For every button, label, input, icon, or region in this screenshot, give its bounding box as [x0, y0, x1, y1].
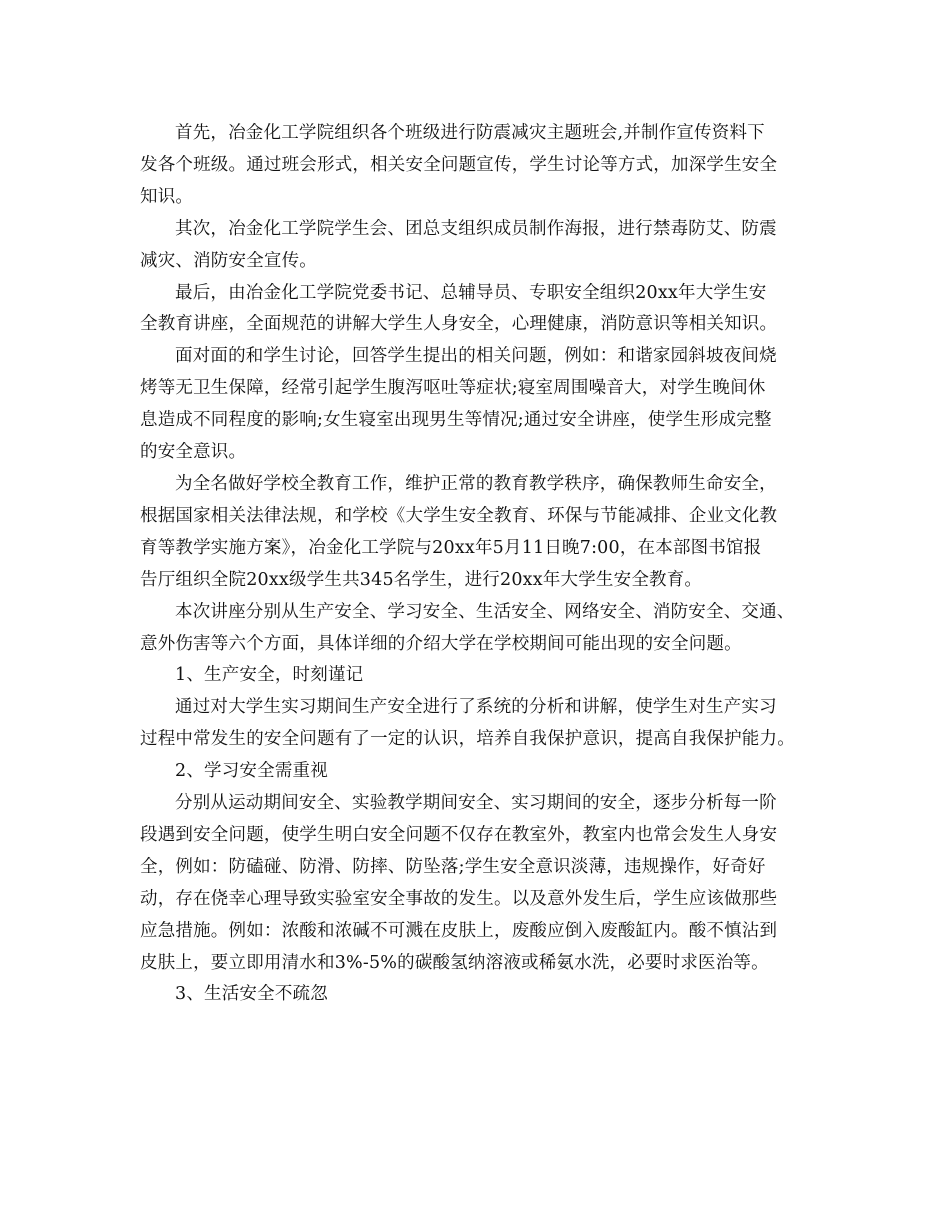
- text-line: 分别从运动期间安全、实验教学期间安全、实习期间的安全，逐步分析每一阶: [175, 793, 777, 814]
- paragraph: [140, 214, 830, 278]
- text-line: 其次，冶金化工学院学生会、团总支组织成员制作海报，进行禁毒防艾、防震: [175, 218, 777, 239]
- text-line: 首先，冶金化工学院组织各个班级进行防震减灾主题班会,并制作宣传资料下: [175, 123, 765, 143]
- text-line: 面对面的和学生讨论，回答学生提出的相关问题，例如：和谐家园斜坡夜间烧: [175, 346, 777, 367]
- text-line: 段遇到安全问题，使学生明白安全问题不仅存在教室外，教室内也常会发生人身安: [140, 824, 778, 845]
- text-line: 皮肤上，要立即用清水和3%-5%的碳酸氢纳溶液或稀氨水洗，必要时求医治等。: [140, 952, 769, 973]
- paragraph: [140, 788, 830, 979]
- text-line: 育等教学实施方案》，冶金化工学院与20xx年5月11日晚7:00，在本部图书馆报: [140, 537, 762, 558]
- text-line: 本次讲座分别从生产安全、学习安全、生活安全、网络安全、消防安全、交通、: [175, 601, 795, 622]
- text-line: 的安全意识。: [140, 442, 247, 463]
- text-line: 根据国家相关法律法规，和学校《大学生安全教育、环保与节能减排、企业文化教: [140, 505, 778, 526]
- text-line: 减灾、消防安全宣传。: [140, 250, 317, 271]
- section-heading-text: 1、生产安全，时刻谨记: [175, 665, 364, 686]
- text-line: 全教育讲座，全面规范的讲解大学生人身安全，心理健康，消防意识等相关知识。: [140, 314, 778, 335]
- text-line: 告厅组织全院20xx级学生共345名学生，进行20xx年大学生安全教育。: [140, 569, 703, 590]
- section-heading-text: 3、生活安全不疏忽: [175, 984, 328, 1005]
- document-body: [140, 118, 830, 1011]
- text-line: 过程中常发生的安全问题有了一定的认识，培养自我保护意识，提高自我保护能力。: [140, 729, 795, 750]
- paragraph: [140, 469, 830, 597]
- paragraph: [140, 278, 830, 342]
- text-line: 烤等无卫生保障，经常引起学生腹泻呕吐等症状;寝室周围噪音大，对学生晚间休: [140, 378, 766, 399]
- text-line: 全，例如：防磕碰、防滑、防摔、防坠落;学生安全意识淡薄，违规操作，好奇好: [140, 856, 766, 877]
- text-line: 最后，由冶金化工学院党委书记、总辅导员、专职安全组织20xx年大学生安: [175, 282, 767, 303]
- text-line: 知识。: [140, 186, 194, 207]
- text-line: 意外伤害等六个方面，具体详细的介绍大学在学校期间可能出现的安全问题。: [140, 633, 742, 654]
- section-heading: [140, 979, 830, 1011]
- text-line: 发各个班级。通过班会形式，相关安全问题宣传，学生讨论等方式，加深学生安全: [140, 154, 778, 175]
- text-line: 息造成不同程度的影响;女生寝室出现男生等情况;通过安全讲座，使学生形成完整: [140, 410, 772, 431]
- section-heading: [140, 756, 830, 788]
- text-line: 通过对大学生实习期间生产安全进行了系统的分析和讲解，使学生对生产实习: [175, 697, 777, 718]
- paragraph: [140, 118, 830, 214]
- text-line: 为全名做好学校全教育工作，维护正常的教育教学秩序，确保教师生命安全，: [175, 473, 777, 494]
- text-line: 应急措施。例如：浓酸和浓碱不可溅在皮肤上，废酸应倒入废酸缸内。酸不慎沾到: [140, 920, 778, 941]
- section-heading-text: 2、学习安全需重视: [175, 761, 328, 782]
- paragraph: [140, 341, 830, 469]
- text-line: 动，存在侥幸心理导致实验室安全事故的发生。以及意外发生后，学生应该做那些: [140, 888, 778, 909]
- paragraph: [140, 597, 830, 661]
- section-heading: [140, 660, 830, 692]
- paragraph: [140, 692, 830, 756]
